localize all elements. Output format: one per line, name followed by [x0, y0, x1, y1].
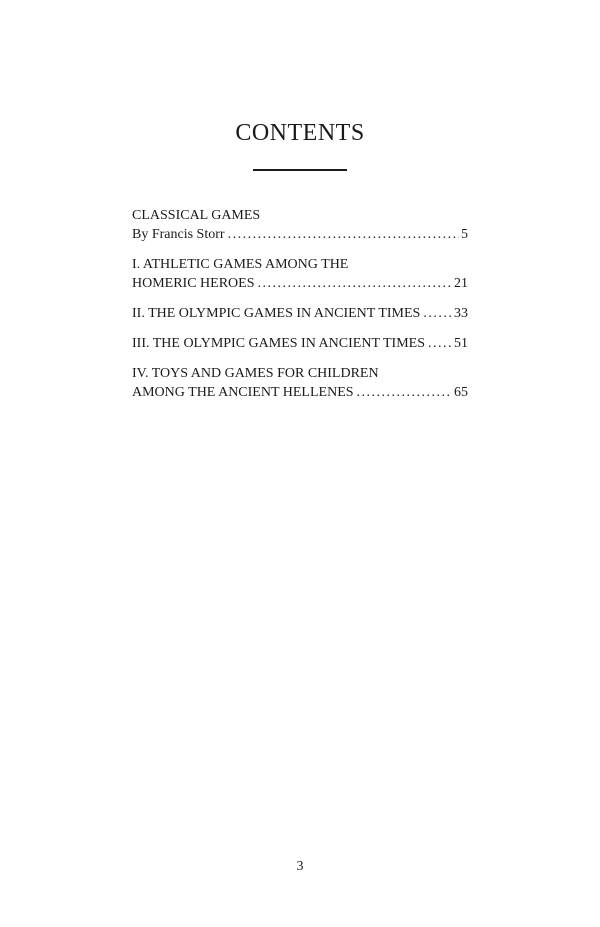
toc-entry[interactable] [132, 255, 468, 293]
dot-leader [228, 225, 459, 244]
toc-entry-line: CLASSICAL GAMES [132, 208, 261, 223]
toc-entry-leader-line [132, 225, 468, 244]
toc-entry-text: AMONG THE ANCIENT HELLENES [132, 385, 354, 400]
heading-rule [253, 169, 347, 171]
toc-page-number: 65 [454, 385, 468, 400]
toc-page-number: 5 [461, 227, 468, 242]
toc-entry-line: I. ATHLETIC GAMES AMONG THE [132, 257, 349, 272]
page-number-footer: 3 [296, 859, 304, 874]
toc-entry[interactable] [132, 334, 468, 353]
toc-entry[interactable] [132, 206, 468, 244]
toc-entry-line: IV. TOYS AND GAMES FOR CHILDREN [132, 366, 379, 381]
table-of-contents [132, 206, 468, 413]
toc-page-number: 51 [454, 336, 468, 351]
dot-leader [423, 304, 452, 323]
toc-entry-text: By Francis Storr [132, 227, 225, 242]
toc-page-number: 21 [454, 276, 468, 291]
dot-leader [357, 383, 452, 402]
toc-entry-leader-line [132, 334, 468, 353]
toc-entry-text: III. THE OLYMPIC GAMES IN ANCIENT TIMES [132, 336, 425, 351]
toc-entry[interactable] [132, 304, 468, 323]
contents-heading: CONTENTS [235, 120, 365, 146]
dot-leader [258, 274, 452, 293]
toc-entry-text: HOMERIC HEROES [132, 276, 255, 291]
dot-leader [428, 334, 452, 353]
toc-entry[interactable] [132, 364, 468, 402]
toc-entry-leader-line [132, 274, 468, 293]
toc-page-number: 33 [454, 306, 468, 321]
toc-entry-leader-line [132, 304, 468, 323]
toc-entry-leader-line [132, 383, 468, 402]
toc-entry-text: II. THE OLYMPIC GAMES IN ANCIENT TIMES [132, 306, 421, 321]
